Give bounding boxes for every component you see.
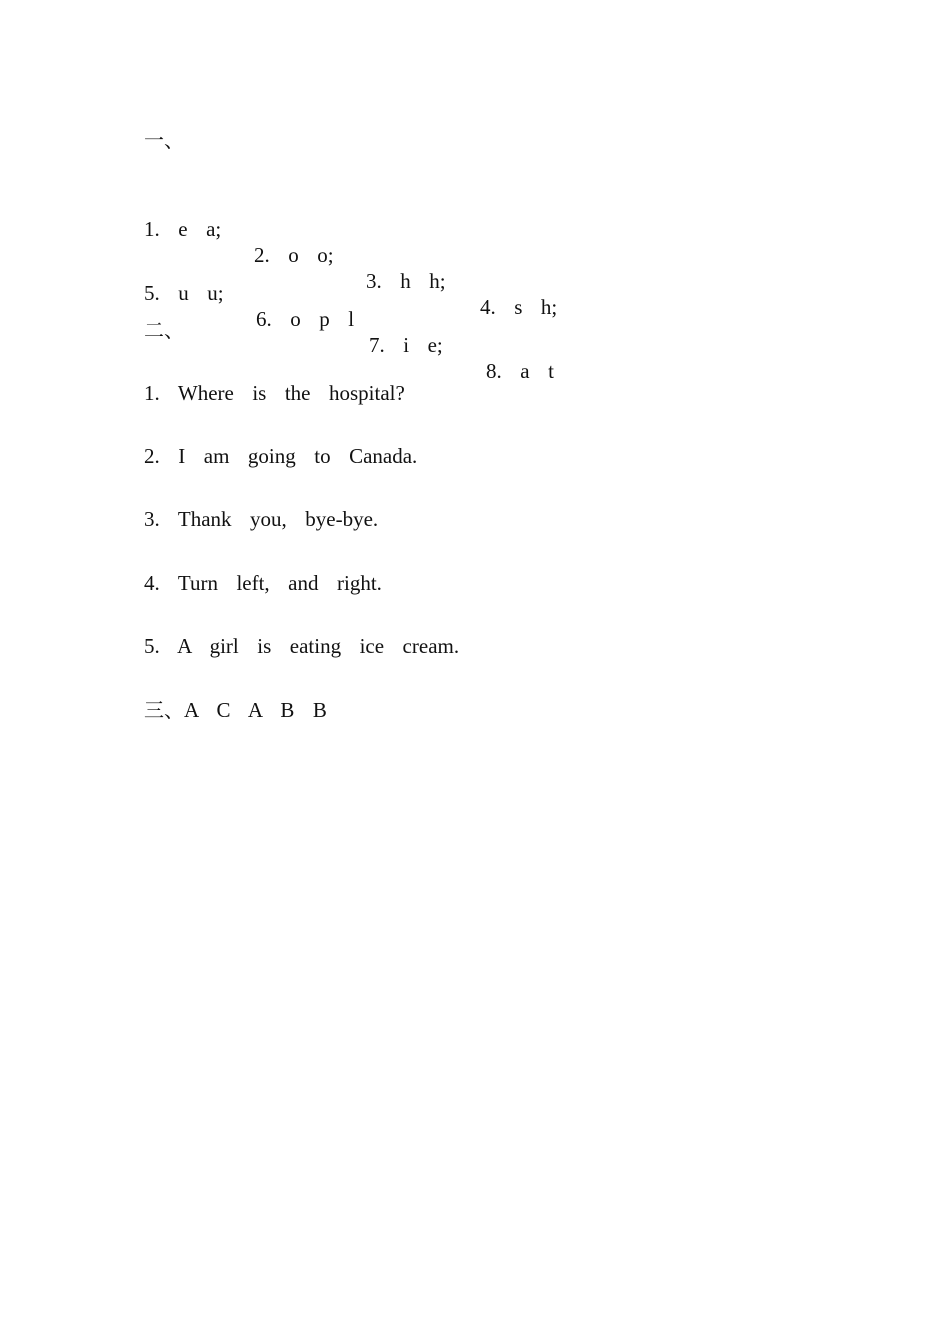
- section-2-heading: 二、: [144, 320, 184, 342]
- answer-7: 7. i e;: [369, 333, 443, 357]
- section-3-line: [144, 697, 327, 724]
- sentence-4: 4. Turn left, and right.: [144, 571, 382, 595]
- section-3-answers: A C A B B: [184, 698, 327, 722]
- answer-3: 3. h h;: [366, 269, 446, 293]
- answer-2: 2. o o;: [254, 243, 334, 267]
- section-1-heading: 一、: [144, 130, 184, 152]
- sentence-1: 1. Where is the hospital?: [144, 381, 405, 405]
- sentence-5: 5. A girl is eating ice cream.: [144, 634, 460, 658]
- answer-1: 1. e a;: [144, 217, 222, 241]
- sentence-2: 2. I am going to Canada.: [144, 444, 418, 468]
- sentence-3: 3. Thank you, bye-bye.: [144, 507, 379, 531]
- answer-5: 5. u u;: [144, 281, 224, 305]
- answer-4: 4. s h;: [480, 295, 558, 319]
- answer-6: 6. o p l: [256, 307, 355, 331]
- answer-8: 8. a t: [486, 359, 554, 383]
- section-3-heading: 三、: [144, 700, 184, 722]
